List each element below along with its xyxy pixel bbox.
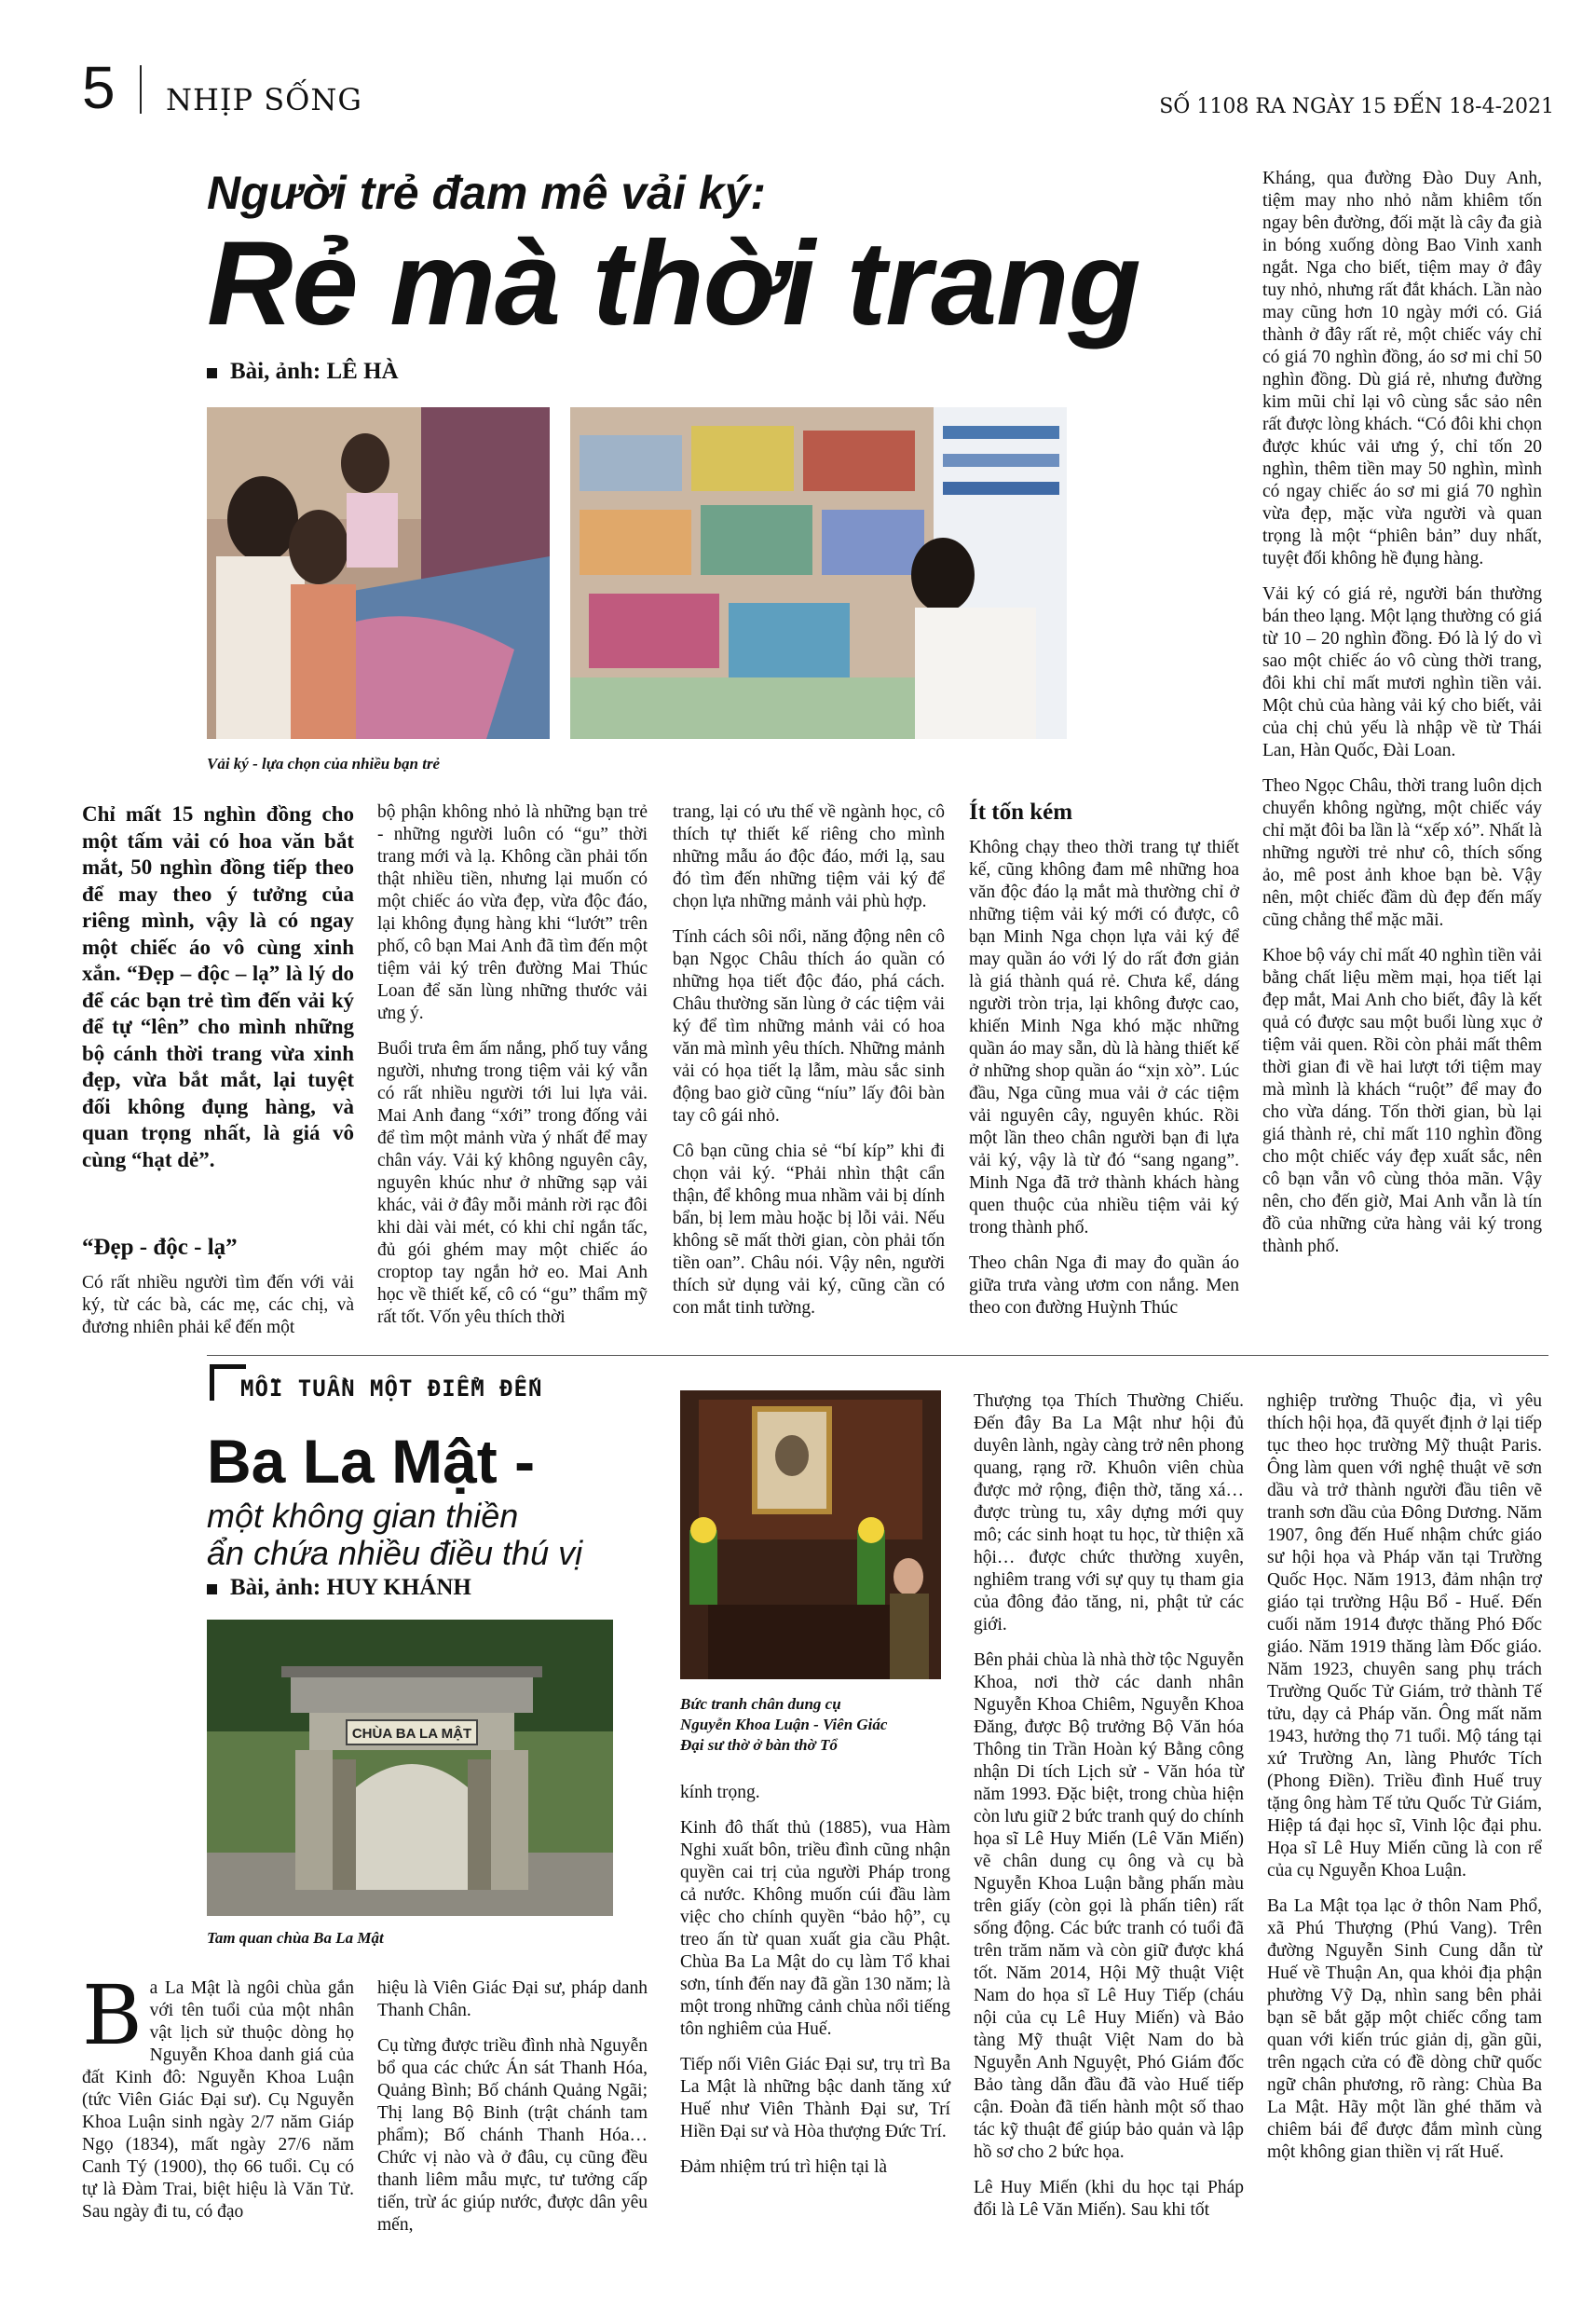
paragraph: a La Mật là ngôi chùa gắn với tên tuổi của một nhân vật lịch sử thuộc dòng họ Nguyễn Khoa danh giá của đất Kinh đô: Nguyễn Khoa Luận (tức Viên Giác Đại sư). Cụ Nguyễn Khoa Luận sinh ngày 2/7 năm Giáp Ngọ (1834), mất ngày 27/6 năm Canh Tý (1900), thọ 66 tuổi. Cụ có tự là Đàm Trai, biệt hiệu là Văn Tử. Sau ngày đi tu, có đạo	[82, 1978, 354, 2222]
paragraph: Theo Ngọc Châu, thời trang luôn dịch chuyển không ngừng, một chiếc váy chỉ mặt đôi ba lần là “xếp xó”. Nhất là những người trẻ như cô, thích sống ảo, mê post ảnh khoe bạn bè. Vậy nên, một chiếc đầm dù đẹp đến mấy cũng chẳng thể mặc mãi.	[1262, 776, 1542, 930]
photo-caption-1: Vải ký - lựa chọn của nhiều bạn trẻ	[207, 755, 441, 773]
caption-line: Nguyễn Khoa Luận - Viên Giác	[680, 1716, 888, 1733]
section-name: NHỊP SỐNG	[166, 82, 362, 117]
article2-col3	[680, 1782, 950, 2192]
article2-title: Ba La Mật -	[207, 1427, 536, 1496]
paragraph: Kinh đô thất thủ (1885), vua Hàm Nghi xuất bôn, triều đình cũng nhận quyền cai trị của người Pháp trong cả nước. Không muốn cúi đầu làm việc cho chính quyền “bảo hộ”, cụ treo ấn từ quan xuất gia cầu Phật. Chùa Ba La Mật do cụ làm Tổ khai sơn, tính đến nay đã gần 130 năm; là một trong những cảnh chùa nổi tiếng tôn nghiêm của Huế.	[680, 1818, 950, 2039]
article1-col5	[1262, 168, 1542, 1271]
article2-byline	[207, 1575, 471, 1601]
paragraph: trang, lại có ưu thế về ngành học, cô thích tự thiết kế riêng cho mình những mẫu áo độc đáo, mới lạ, sau đó tìm đến những tiệm vải ký để chọn lựa những mảnh vải phù hợp.	[673, 802, 945, 911]
article1-lead: Chỉ mất 15 nghìn đồng cho một tấm vải có hoa văn bắt mắt, 50 nghìn đồng tiếp theo để may theo ý tưởng của riêng mình, vậy là có ngay một chiếc áo vô cùng xinh xắn. “Đẹp – độc – lạ” là lý do để các bạn trẻ tìm đến vải ký để tự “lên” cho mình những bộ cánh thời trang vừa xinh đẹp, vừa bắt mắt, lại tuyệt đối không đụng hàng, và quan trọng nhất, là giá vô cùng “hạt dẻ”.	[82, 802, 354, 1171]
paragraph: Đảm nhiệm trú trì hiện tại là	[680, 2157, 888, 2177]
byline-text: Bài, ảnh: LÊ HÀ	[230, 359, 399, 384]
page-number: 5	[82, 54, 116, 121]
paragraph: Không chạy theo thời trang tự thiết kế, cũng không đam mê những hoa văn độc đáo lạ mắt mà thường chỉ ở những tiệm vải ký mới có được, cô bạn Minh Nga chọn lựa vải ký để may quần áo với lý do rất đơn giản là giá thành quá rẻ. Chưa kể, dáng người tròn trịa, lại không được cao, khiến Minh Nga khó mặc những quần áo may sẵn, dù là hàng thiết kế ở những shop quần áo “xịn xò”. Lúc đầu, Nga cũng mua vải ở các tiệm vải nguyên cây, nguyên khúc. Rồi một lần theo chân người bạn đi lựa vải ký, vậy là từ đó “sang ngang”. Minh Nga đã trở thành khách hàng quen thuộc của nhiều tiệm vải ký trong thành phố.	[969, 838, 1239, 1238]
photo-fabric-shelves	[570, 407, 1067, 739]
paragraph: Cụ từng được triều đình nhà Nguyễn bổ qua các chức Án sát Thanh Hóa, Quảng Bình; Bố chánh Quảng Ngãi; Thị lang Bộ Binh (trật chánh tam phẩm); Bố chánh Thanh Hóa… Chức vị nào và ở đâu, cụ cũng đều thanh liêm mẫu mực, tư tưởng cấp tiến, trừ ác giúp nước, được dân yêu mến,	[377, 2036, 648, 2235]
article1-byline	[207, 359, 399, 385]
paragraph: Theo chân Nga đi may đo quần áo giữa trưa vàng ươm con nắng. Men theo con đường Huỳnh Thúc	[969, 1253, 1239, 1318]
article1-col4	[969, 837, 1239, 1333]
paragraph: Lê Huy Miến (khi du học tại Pháp đổi là Lê Văn Miến). Sau khi tốt	[974, 2178, 1244, 2220]
article2-col5	[1267, 1390, 1542, 2177]
paragraph: bộ phận không nhỏ là những bạn trẻ - những người luôn có “gu” thời trang mới và lạ. Không cần phải tốn thật nhiều tiền, nhưng lại muốn có một chiếc áo vừa đẹp, vừa độc đáo, lại không đụng hàng khi “lướt” trên phố, cô bạn Mai Anh đã tìm đến một tiệm vải ký trên đường Mai Thúc Loan để săn lùng những thước vải ưng ý.	[377, 802, 648, 1023]
header-divider	[140, 65, 142, 114]
photo-temple-gate	[207, 1620, 613, 1916]
paragraph: nghiệp trường Thuộc địa, vì yêu thích hội họa, đã quyết định ở lại tiếp tục theo học trường Mỹ thuật Paris. Ông làm quen với nghệ thuật vẽ sơn dầu và trở thành người đầu tiên vẽ tranh sơn dầu của Đông Dương. Năm 1907, ông đến Huế nhậm chức giáo sư hội họa và Pháp văn tại Trường Quốc Học. Năm 1913, đảm nhận trợ giáo tại trường Hậu Bổ - Huế. Đến cuối năm 1914 được thăng Phó Đốc giáo. Năm 1919 thăng làm Đốc giáo. Năm 1923, chuyên sang phụ trách Trường Quốc Tử Giám, trở thành Tế tửu, dạy cả Pháp văn. Ông mất năm 1943, hưởng thọ 71 tuổi. Mộ táng tại xứ Trường An, làng Phước Tích (Phong Điền). Triều đình Huế truy tặng ông hàm Tế tửu Quốc Tử Giám, Hiệp tá đại học sĩ, Vinh lộc đại phu. Họa sĩ Lê Huy Miến cũng là con rể của cụ Nguyễn Khoa Luận.	[1267, 1391, 1542, 1881]
byline-square-icon	[207, 368, 217, 378]
photo-ancestor-altar	[680, 1390, 941, 1679]
article2-col2	[377, 1977, 648, 2250]
temple-gate-sign: CHÙA BA LA MẬT	[351, 1726, 472, 1742]
article2-col4	[974, 1390, 1244, 2235]
article1-col3	[673, 801, 945, 1333]
subhead-dep-doc-la: “Đẹp - độc - lạ”	[82, 1235, 238, 1260]
paragraph: Khoe bộ váy chỉ mất 40 nghìn tiền vải bằng chất liệu mềm mại, họa tiết lại đẹp mắt, Mai Anh cho biết, đây là kết quả có được sau một buổi lùng xục ở tiệm vải quen. Rồi còn phải mất thêm thời gian đi về hai lượt tới tiệm may mà mình là khách “ruột” để may đo cho vừa dáng. Tốn thời gian, bù lại giá thành rẻ, chỉ mất 110 nghìn đồng cho một chiếc váy đẹp xuất sắc, nên cô bạn vẫn vô cùng thỏa mãn. Vậy nên, cho đến giờ, Mai Anh vẫn là tín đồ của những cửa hàng vải ký trong thành phố.	[1262, 946, 1542, 1256]
paragraph: Thượng tọa Thích Thường Chiếu. Đến đây Ba La Mật như hội đủ duyên lành, ngày càng trở nên phong quang, rạng rỡ. Khuôn viên chùa được mở rộng, điện thờ, tăng xá… được trùng tu, xây dựng mới quy mô; các sinh hoạt tu học, từ thiện xã hội… được chức thường xuyên, nghiêm trang với sự quy tụ tham gia của đông đảo tăng, ni, phật tử các giới.	[974, 1391, 1244, 1635]
issue-info: SỐ 1108 RA NGÀY 15 ĐẾN 18-4-2021	[1159, 95, 1554, 118]
subtitle-line: một không gian thiền	[207, 1497, 519, 1535]
byline-text: Bài, ảnh: HUY KHÁNH	[230, 1575, 471, 1600]
paragraph: Cô bạn cũng chia sẻ “bí kíp” khi đi chọn vải ký. “Phải nhìn thật cẩn thận, để không mua nhầm vải bị dính bẩn, bị lem màu hoặc bị lỗi vải. Nếu không sẽ mất thời gian, còn phải tốn tiền oan”. Châu nói. Vậy nên, người thích sử dụng vải ký, cũng cần có con mắt tinh tường.	[673, 1142, 945, 1318]
photo-fabric-shoppers	[207, 407, 550, 739]
drop-cap: B	[82, 1967, 143, 2063]
article2-col1	[82, 1967, 354, 2223]
paragraph: Tính cách sôi nổi, năng động nên cô bạn Ngọc Châu thích áo quần có những họa tiết độc đáo, phá cách. Châu thường săn lùng ở các tiệm vải ký để tìm những mảnh vải có hoa văn mà mình yêu thích. Những mảnh vải có họa tiết lạ lẫm, màu sắc sinh động bao giờ cũng “níu” lấy đôi bàn tay cô gái nhỏ.	[673, 927, 945, 1126]
paragraph: Tiếp nối Viên Giác Đại sư, trụ trì Ba La Mật là những bậc danh tăng xứ Huế như Viên Thành Đại sư, Trí Hiền Đại sư và Hòa thượng Đức Trí.	[680, 2055, 950, 2141]
article1-kicker: Người trẻ đam mê vải ký:	[207, 167, 767, 219]
paragraph: Bên phải chùa là nhà thờ tộc Nguyễn Khoa, nơi thờ các danh nhân Nguyễn Khoa Chiêm, Nguyễn Khoa Đăng, được Bộ trưởng Bộ Văn hóa Thông tin Trần Hoàn ký Bằng công nhận Di tích Lịch sử - Văn hóa từ năm 1993. Đặc biệt, trong chùa hiện còn lưu giữ 2 bức tranh quý do chính họa sĩ Lê Huy Miến (Lê Văn Miến) vẽ chân dung cụ ông và cụ bà Nguyễn Khoa Luận bằng phấn màu trên giấy (còn gọi là phấn tiên) rất sống động. Các bức tranh có tuổi đã trên trăm năm và còn giữ được khá tốt. Năm 2014, Hội Mỹ thuật Việt Nam do họa sĩ Lê Huy Tiếp (cháu nội của cụ Lê Huy Miến) và Bảo tàng Mỹ thuật Việt Nam do bà Nguyễn Anh Nguyệt, Phó Giám đốc Bảo tàng dẫn đầu đã vào Huế tiếp cận. Đoàn đã tiến hành một số thao tác kỹ thuật để giúp bảo quản và lập hồ sơ cho 2 bức họa.	[974, 1650, 1244, 2162]
article1-col1-text: Có rất nhiều người tìm đến với vải ký, từ các bà, các mẹ, các chị, và đương nhiên phải kể đến một	[82, 1273, 354, 1337]
subtitle-line: ẩn chứa nhiều điều thú vị	[207, 1534, 583, 1572]
caption-line: Bức tranh chân dung cụ	[680, 1695, 841, 1713]
caption-line: Đại sư thờ ở bàn thờ Tổ	[680, 1736, 838, 1754]
feature-label: MỖI TUẦN MỘT ĐIỂM ĐẾN	[240, 1375, 543, 1402]
paragraph: Kháng, qua đường Đào Duy Anh, tiệm may nho nhỏ nằm khiêm tốn ngay bên đường, đối mặt là cây đa già in bóng xuống dòng Bao Vinh xanh ngắt. Nga cho biết, tiệm may ở đây tuy nhỏ, nhưng rất đắt khách. Lần nào may cũng hơn 10 ngày mới có. Giá thành ở đây rất rẻ, một chiếc váy chỉ có giá 70 nghìn đồng, áo sơ mi chỉ 50 nghìn đồng. Dù giá rẻ, nhưng đường kim mũi chỉ lại vô cùng sắc sảo nên rất được lòng khách. “Có đôi khi chọn được khúc vải ưng ý, chỉ tốn 20 nghìn, thêm tiền may 50 nghìn, mình có ngay chiếc áo sơ mi giá 70 nghìn vừa đẹp, mặc vừa người và quan trọng là một “phiên bản” duy nhất, tuyệt đối không hề đụng hàng.	[1262, 169, 1542, 568]
photo-caption-altar	[680, 1694, 887, 1756]
paragraph: Vải ký có giá rẻ, người bán thường bán theo lạng. Một lạng thường có giá từ 10 – 20 nghìn đồng. Đó là lý do vì sao một chiếc áo vô cùng thời trang, đôi khi chỉ mất mươi nghìn tiền vải. Một chủ của hàng vải ký cho biết, vải của chị chủ yếu là nhập về từ Thái Lan, Hàn Quốc, Đài Loan.	[1262, 584, 1542, 760]
paragraph: Ba La Mật tọa lạc ở thôn Nam Phổ, xã Phú Thượng (Phú Vang). Trên đường Nguyễn Sinh Cung dẫn từ Huế về Thuận An, qua khỏi địa phận phường Vỹ Dạ, nhìn sang bên phải bạn sẽ bắt gặp một chiếc cổng tam quan với kiến trúc giản dị, gần gũi, trên ngạch cửa có đề dòng chữ quốc ngữ chân phương, rõ ràng: Chùa Ba La Mật. Hãy một lần ghé thăm và chiêm bái để được đắm mình cùng một không gian thiền vị rất Huế.	[1267, 1896, 1542, 2162]
article-divider	[207, 1355, 1548, 1356]
article1-col2	[377, 801, 648, 1342]
photo-caption-temple: Tam quan chùa Ba La Mật	[207, 1929, 384, 1947]
article1-headline: Rẻ mà thời trang	[207, 217, 1140, 350]
article2-subtitle	[207, 1498, 582, 1572]
paragraph: kính trọng.	[680, 1783, 760, 1802]
subhead-it-ton-kem: Ít tốn kém	[969, 800, 1073, 825]
paragraph: Buổi trưa êm ấm nắng, phố tuy vắng người, nhưng trong tiệm vải ký vẫn có rất nhiều người tới lui lựa vải. Mai Anh đang “xới” trong đống vải để tìm một mảnh vừa ý nhất để may chân váy. Vải ký không nguyên cây, nguyên khúc như ở những sạp vải khác, vải ở đây mỗi mảnh rời rạc đôi khi dài vài mét, có khi chỉ ngắn tấc, đủ gói ghém may một chiếc áo croptop tay ngắn hở eo. Mai Anh học về thiết kế, cô có “gu” thẩm mỹ rất tốt. Vốn yêu thích thời	[377, 1039, 648, 1327]
paragraph: hiệu là Viên Giác Đại sư, pháp danh Thanh Chân.	[377, 1978, 648, 2020]
byline-square-icon	[207, 1584, 217, 1594]
